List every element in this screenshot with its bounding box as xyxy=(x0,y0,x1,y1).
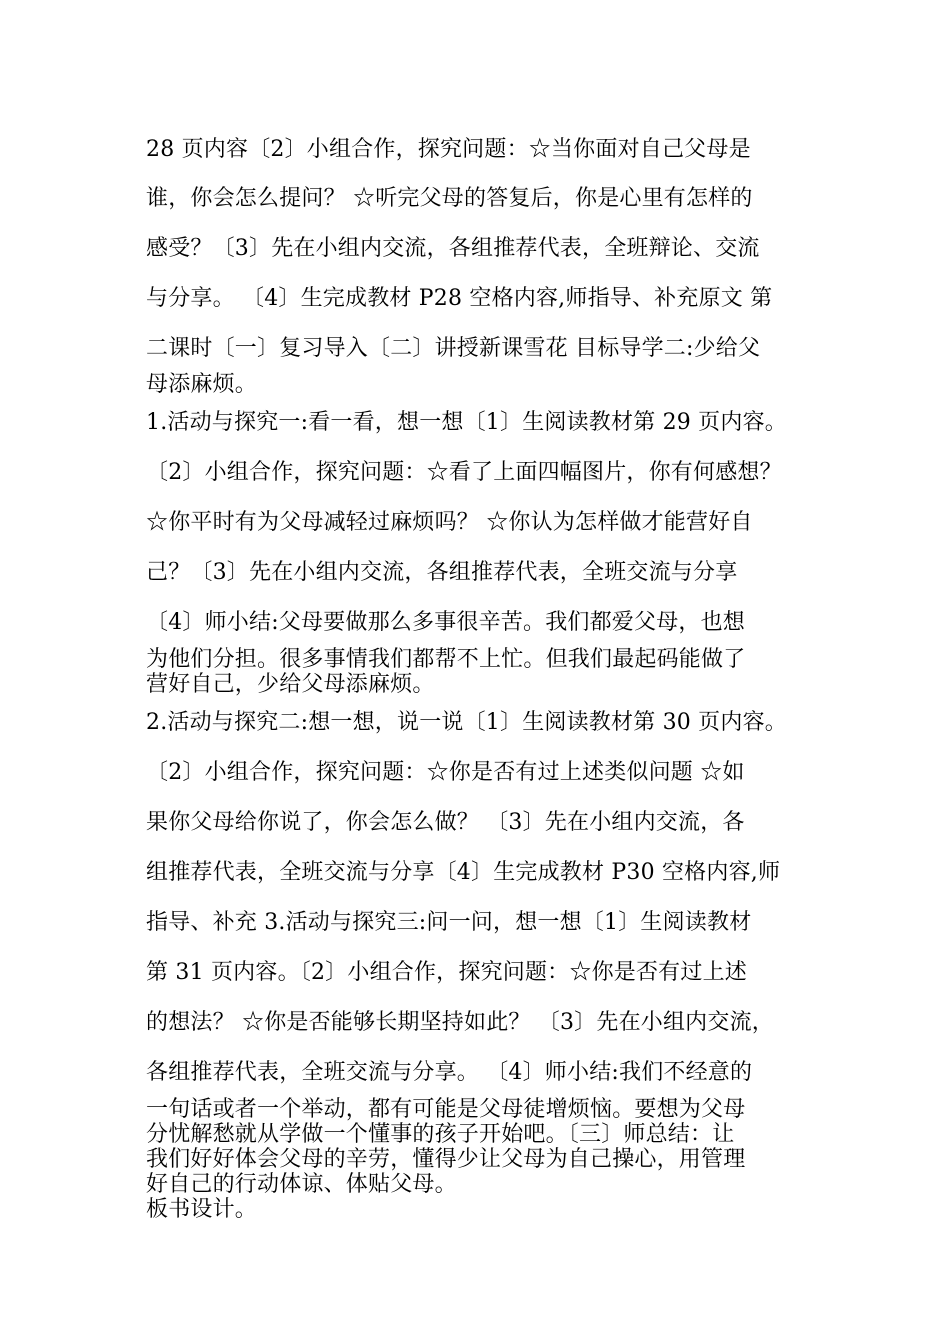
text-line: 的想法？ ☆你是否能够长期坚持如此？ 〔3〕先在小组内交流， xyxy=(146,1010,774,1035)
text-line: 感受？〔3〕先在小组内交流，各组推荐代表，全班辩论、交流 xyxy=(146,236,760,261)
text-line: 为他们分担。很多事情我们都帮不上忙。但我们最起码能做了 xyxy=(146,647,746,672)
text-line: 〔2〕小组合作，探究问题：☆看了上面四幅图片，你有何感想？ xyxy=(146,460,782,485)
text-line: 指导、补充 3.活动与探究三:问一问，想一想〔1〕生阅读教材 xyxy=(146,910,752,935)
text-line: 母添麻烦。 xyxy=(146,372,258,397)
text-line: 2.活动与探究二:想一想，说一说〔1〕生阅读教材第 30 页内容。 xyxy=(146,710,787,735)
text-line: 己？〔3〕先在小组内交流，各组推荐代表，全班交流与分享 xyxy=(146,560,738,585)
text-line: 28 页内容〔2〕小组合作，探究问题：☆当你面对自己父母是 xyxy=(146,137,751,162)
text-line: 果你父母给你说了，你会怎么做？ 〔3〕先在小组内交流，各 xyxy=(146,810,745,835)
text-line: 营好自己，少给父母添麻烦。 xyxy=(146,672,435,697)
text-line: 组推荐代表，全班交流与分享〔4〕生完成教材 P30 空格内容,师 xyxy=(146,860,781,885)
text-line: 各组推荐代表，全班交流与分享。 〔4〕师小结:我们不经意的 xyxy=(146,1060,753,1085)
text-line: 好自己的行动体谅、体贴父母。 xyxy=(146,1172,457,1197)
text-line: 一句话或者一个举动，都有可能是父母徒增烦恼。要想为父母 xyxy=(146,1097,746,1122)
text-line: 第 31 页内容。〔2〕小组合作，探究问题：☆你是否有过上述 xyxy=(146,960,747,985)
text-line: 板书设计。 xyxy=(146,1197,258,1222)
text-line: 我们好好体会父母的辛劳，懂得少让父母为自己操心，用管理 xyxy=(146,1147,746,1172)
text-line: 分忧解愁就从学做一个懂事的孩子开始吧。〔三〕师总结：让 xyxy=(146,1122,735,1147)
text-line: 〔4〕师小结:父母要做那么多事很辛苦。我们都爱父母，也想 xyxy=(146,610,746,635)
text-line: ☆你平时有为父母减轻过麻烦吗？ ☆你认为怎样做才能营好自 xyxy=(146,510,753,535)
text-line: 1.活动与探究一:看一看，想一想〔1〕生阅读教材第 29 页内容。 xyxy=(146,410,787,435)
text-line: 谁，你会怎么提问？ ☆听完父母的答复后，你是心里有怎样的 xyxy=(146,186,753,211)
text-line: 二课时〔一〕复习导入〔二〕讲授新课雪花 目标导学二:少给父 xyxy=(146,336,761,361)
text-line: 〔2〕小组合作，探究问题：☆你是否有过上述类似问题 ☆如 xyxy=(146,760,745,785)
text-line: 与分享。 〔4〕生完成教材 P28 空格内容,师指导、补充原文 第 xyxy=(146,286,773,311)
